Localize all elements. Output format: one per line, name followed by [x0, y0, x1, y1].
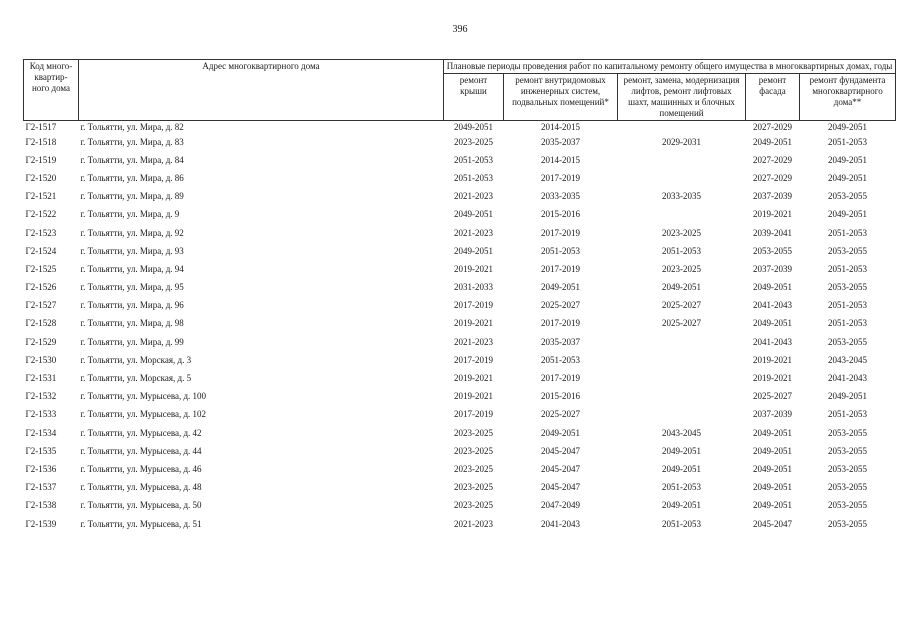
header-address: Адрес многоквартирного дома — [79, 60, 444, 121]
cell-facade: 2041-2043 — [753, 300, 792, 311]
cell-elevators: 2049-2051 — [662, 500, 701, 511]
cell-facade: 2039-2041 — [753, 227, 792, 238]
cell-roof: 2019-2021 — [454, 391, 493, 402]
cell-roof: 2049-2051 — [454, 121, 493, 132]
cell-roof: 2023-2025 — [454, 445, 493, 456]
cell-code: Г2-1524 — [25, 245, 57, 256]
table-row — [24, 479, 896, 497]
cell-address: г. Тольятти, ул. Морская, д. 3 — [80, 354, 192, 365]
table-row — [24, 333, 896, 351]
cell-roof: 2019-2021 — [454, 373, 493, 384]
cell-foundation: 2051-2053 — [828, 409, 868, 420]
cell-facade: 2049-2051 — [753, 318, 792, 329]
cell-facade: 2049-2051 — [753, 445, 792, 456]
header-periods: Плановые периоды проведения работ по капитальному ремонту общего имущества в многоквартирных домах, годы — [444, 60, 896, 74]
cell-foundation: 2053-2055 — [828, 191, 868, 202]
cell-address: г. Тольятти, ул. Мира, д. 96 — [80, 300, 184, 311]
cell-foundation: 2049-2051 — [828, 391, 868, 402]
cell-foundation: 2049-2051 — [828, 121, 868, 132]
table-row — [24, 133, 896, 151]
cell-elevators: 2051-2053 — [662, 518, 701, 529]
cell-foundation: 2049-2051 — [828, 154, 868, 165]
cell-engineering: 2035-2037 — [541, 136, 580, 147]
table-row — [24, 442, 896, 460]
table-row — [24, 297, 896, 315]
cell-engineering: 2015-2016 — [541, 209, 580, 220]
table-row — [24, 206, 896, 224]
cell-code: Г2-1523 — [25, 227, 57, 238]
table-row — [24, 260, 896, 278]
cell-engineering: 2049-2051 — [541, 282, 580, 293]
cell-facade: 2049-2051 — [753, 463, 792, 474]
cell-facade: 2049-2051 — [753, 282, 792, 293]
table-body — [24, 121, 896, 534]
table-row — [24, 460, 896, 478]
cell-code: Г2-1519 — [25, 154, 57, 165]
cell-foundation: 2053-2055 — [828, 445, 868, 456]
cell-facade: 2049-2051 — [753, 136, 792, 147]
cell-elevators — [618, 206, 746, 224]
cell-code: Г2-1537 — [25, 482, 57, 493]
cell-facade: 2049-2051 — [753, 427, 792, 438]
cell-engineering: 2051-2053 — [541, 354, 580, 365]
cell-address: г. Тольятти, ул. Мира, д. 84 — [80, 154, 184, 165]
cell-address: г. Тольятти, ул. Мира, д. 94 — [80, 263, 184, 274]
cell-roof: 2023-2025 — [454, 482, 493, 493]
cell-foundation: 2049-2051 — [828, 209, 868, 220]
cell-foundation: 2053-2055 — [828, 427, 868, 438]
cell-code: Г2-1528 — [25, 318, 57, 329]
cell-facade: 2037-2039 — [753, 409, 792, 420]
table-row — [24, 188, 896, 206]
table-row — [24, 242, 896, 260]
cell-engineering: 2045-2047 — [541, 482, 580, 493]
header-foundation: ремонт фундамента многоквартирного дома** — [800, 74, 896, 121]
cell-facade: 2041-2043 — [753, 336, 792, 347]
table-row — [24, 169, 896, 187]
cell-engineering: 2017-2019 — [541, 227, 580, 238]
cell-code: Г2-1518 — [25, 136, 57, 147]
header-code: Код много-квартир-ного дома — [24, 60, 79, 121]
cell-engineering: 2014-2015 — [541, 121, 580, 132]
cell-engineering: 2017-2019 — [541, 172, 580, 183]
cell-roof: 2023-2025 — [454, 463, 493, 474]
cell-address: г. Тольятти, ул. Морская, д. 5 — [80, 373, 192, 384]
cell-address: г. Тольятти, ул. Мира, д. 86 — [80, 172, 184, 183]
cell-elevators: 2023-2025 — [662, 227, 701, 238]
cell-engineering: 2035-2037 — [541, 336, 580, 347]
cell-engineering: 2045-2047 — [541, 463, 580, 474]
cell-address: г. Тольятти, ул. Мурысева, д. 102 — [80, 409, 207, 420]
table-row — [24, 369, 896, 387]
cell-foundation: 2053-2055 — [828, 518, 868, 529]
table-row — [24, 151, 896, 169]
cell-elevators — [618, 388, 746, 406]
cell-elevators: 2043-2045 — [662, 427, 701, 438]
cell-roof: 2051-2053 — [454, 154, 493, 165]
table-row — [24, 406, 896, 424]
cell-engineering: 2017-2019 — [541, 263, 580, 274]
cell-roof: 2021-2023 — [454, 336, 493, 347]
cell-elevators: 2025-2027 — [662, 318, 701, 329]
cell-address: г. Тольятти, ул. Мурысева, д. 46 — [80, 463, 202, 474]
cell-address: г. Тольятти, ул. Мира, д. 89 — [80, 191, 184, 202]
table-row — [24, 121, 896, 134]
cell-roof: 2021-2023 — [454, 518, 493, 529]
cell-facade: 2037-2039 — [753, 191, 792, 202]
cell-facade: 2045-2047 — [753, 518, 792, 529]
cell-address: г. Тольятти, ул. Мурысева, д. 100 — [80, 391, 207, 402]
cell-code: Г2-1533 — [25, 409, 57, 420]
cell-address: г. Тольятти, ул. Мира, д. 95 — [80, 282, 184, 293]
cell-code: Г2-1539 — [25, 518, 57, 529]
table-row — [24, 224, 896, 242]
cell-engineering: 2014-2015 — [541, 154, 580, 165]
cell-foundation: 2051-2053 — [828, 227, 868, 238]
cell-foundation: 2051-2053 — [828, 136, 868, 147]
cell-foundation: 2053-2055 — [828, 482, 868, 493]
cell-foundation: 2053-2055 — [828, 245, 868, 256]
cell-code: Г2-1526 — [25, 282, 57, 293]
cell-engineering: 2017-2019 — [541, 373, 580, 384]
table-row — [24, 351, 896, 369]
cell-address: г. Тольятти, ул. Мира, д. 92 — [80, 227, 184, 238]
cell-elevators — [618, 151, 746, 169]
cell-roof: 2051-2053 — [454, 172, 493, 183]
cell-address: г. Тольятти, ул. Мира, д. 99 — [80, 336, 184, 347]
cell-facade: 2049-2051 — [753, 500, 792, 511]
cell-foundation: 2053-2055 — [828, 463, 868, 474]
cell-roof: 2023-2025 — [454, 500, 493, 511]
cell-facade: 2019-2021 — [753, 354, 792, 365]
cell-foundation: 2041-2043 — [828, 373, 868, 384]
cell-foundation: 2051-2053 — [828, 300, 868, 311]
table-header — [24, 60, 896, 121]
cell-code: Г2-1529 — [25, 336, 57, 347]
cell-roof: 2019-2021 — [454, 318, 493, 329]
cell-foundation: 2051-2053 — [828, 318, 868, 329]
cell-code: Г2-1522 — [25, 209, 57, 220]
cell-foundation: 2051-2053 — [828, 263, 868, 274]
cell-elevators — [618, 169, 746, 187]
cell-address: г. Тольятти, ул. Мурысева, д. 48 — [80, 482, 202, 493]
cell-roof: 2049-2051 — [454, 245, 493, 256]
cell-roof: 2017-2019 — [454, 409, 493, 420]
cell-roof: 2017-2019 — [454, 300, 493, 311]
cell-elevators — [618, 121, 746, 134]
cell-roof: 2031-2033 — [454, 282, 493, 293]
cell-foundation: 2053-2055 — [828, 336, 868, 347]
cell-facade: 2049-2051 — [753, 482, 792, 493]
cell-elevators: 2029-2031 — [662, 136, 701, 147]
cell-code: Г2-1520 — [25, 172, 57, 183]
cell-elevators: 2049-2051 — [662, 282, 701, 293]
cell-roof: 2021-2023 — [454, 227, 493, 238]
cell-engineering: 2051-2053 — [541, 245, 580, 256]
cell-address: г. Тольятти, ул. Мира, д. 82 — [80, 121, 184, 132]
table-row — [24, 388, 896, 406]
cell-facade: 2027-2029 — [753, 121, 792, 132]
table-row — [24, 315, 896, 333]
table-row — [24, 279, 896, 297]
cell-code: Г2-1535 — [25, 445, 57, 456]
cell-engineering: 2033-2035 — [541, 191, 580, 202]
cell-elevators: 2051-2053 — [662, 482, 701, 493]
cell-code: Г2-1534 — [25, 427, 57, 438]
cell-foundation: 2053-2055 — [828, 282, 868, 293]
cell-roof: 2023-2025 — [454, 136, 493, 147]
cell-roof: 2049-2051 — [454, 209, 493, 220]
cell-code: Г2-1538 — [25, 500, 57, 511]
table-row — [24, 515, 896, 533]
cell-foundation: 2053-2055 — [828, 500, 868, 511]
cell-facade: 2019-2021 — [753, 373, 792, 384]
cell-facade: 2027-2029 — [753, 172, 792, 183]
cell-address: г. Тольятти, ул. Мурысева, д. 42 — [80, 427, 202, 438]
header-facade: ремонт фасада — [746, 74, 800, 121]
cell-engineering: 2025-2027 — [541, 300, 580, 311]
cell-address: г. Тольятти, ул. Мурысева, д. 44 — [80, 445, 202, 456]
cell-elevators: 2051-2053 — [662, 245, 701, 256]
cell-address: г. Тольятти, ул. Мира, д. 83 — [80, 136, 184, 147]
cell-address: г. Тольятти, ул. Мира, д. 9 — [80, 209, 180, 220]
cell-facade: 2027-2029 — [753, 154, 792, 165]
cell-roof: 2019-2021 — [454, 263, 493, 274]
cell-engineering: 2047-2049 — [541, 500, 580, 511]
cell-engineering: 2025-2027 — [541, 409, 580, 420]
cell-facade: 2025-2027 — [753, 391, 792, 402]
capital-repair-table — [23, 59, 896, 533]
cell-engineering: 2015-2016 — [541, 391, 580, 402]
cell-address: г. Тольятти, ул. Мира, д. 93 — [80, 245, 184, 256]
cell-code: Г2-1517 — [25, 121, 57, 132]
cell-elevators — [618, 351, 746, 369]
cell-engineering: 2045-2047 — [541, 445, 580, 456]
cell-engineering: 2041-2043 — [541, 518, 580, 529]
cell-address: г. Тольятти, ул. Мурысева, д. 51 — [80, 518, 202, 529]
header-engineering: ремонт внутридомовых инженерных систем, подвальных помещений* — [504, 74, 618, 121]
cell-elevators — [618, 406, 746, 424]
cell-foundation: 2043-2045 — [828, 354, 868, 365]
cell-facade: 2019-2021 — [753, 209, 792, 220]
cell-elevators — [618, 369, 746, 387]
cell-code: Г2-1532 — [25, 391, 57, 402]
cell-engineering: 2049-2051 — [541, 427, 580, 438]
table-row — [24, 497, 896, 515]
cell-roof: 2023-2025 — [454, 427, 493, 438]
cell-facade: 2053-2055 — [753, 245, 792, 256]
cell-elevators: 2049-2051 — [662, 463, 701, 474]
cell-elevators: 2023-2025 — [662, 263, 701, 274]
cell-code: Г2-1527 — [25, 300, 57, 311]
cell-address: г. Тольятти, ул. Мурысева, д. 50 — [80, 500, 202, 511]
table-row — [24, 424, 896, 442]
cell-elevators: 2033-2035 — [662, 191, 701, 202]
cell-roof: 2017-2019 — [454, 354, 493, 365]
header-roof: ремонт крыши — [444, 74, 504, 121]
cell-elevators: 2025-2027 — [662, 300, 701, 311]
cell-address: г. Тольятти, ул. Мира, д. 98 — [80, 318, 184, 329]
cell-code: Г2-1531 — [25, 373, 57, 384]
cell-code: Г2-1530 — [25, 354, 57, 365]
cell-foundation: 2049-2051 — [828, 172, 868, 183]
cell-elevators: 2049-2051 — [662, 445, 701, 456]
cell-code: Г2-1525 — [25, 263, 57, 274]
page-number: 396 — [452, 24, 468, 35]
header-elevators: ремонт, замена, модернизация лифтов, ремонт лифтовых шахт, машинных и блочных помещений — [618, 74, 746, 121]
cell-code: Г2-1521 — [25, 191, 57, 202]
cell-facade: 2037-2039 — [753, 263, 792, 274]
cell-elevators — [618, 333, 746, 351]
cell-roof: 2021-2023 — [454, 191, 493, 202]
cell-code: Г2-1536 — [25, 463, 57, 474]
cell-engineering: 2017-2019 — [541, 318, 580, 329]
